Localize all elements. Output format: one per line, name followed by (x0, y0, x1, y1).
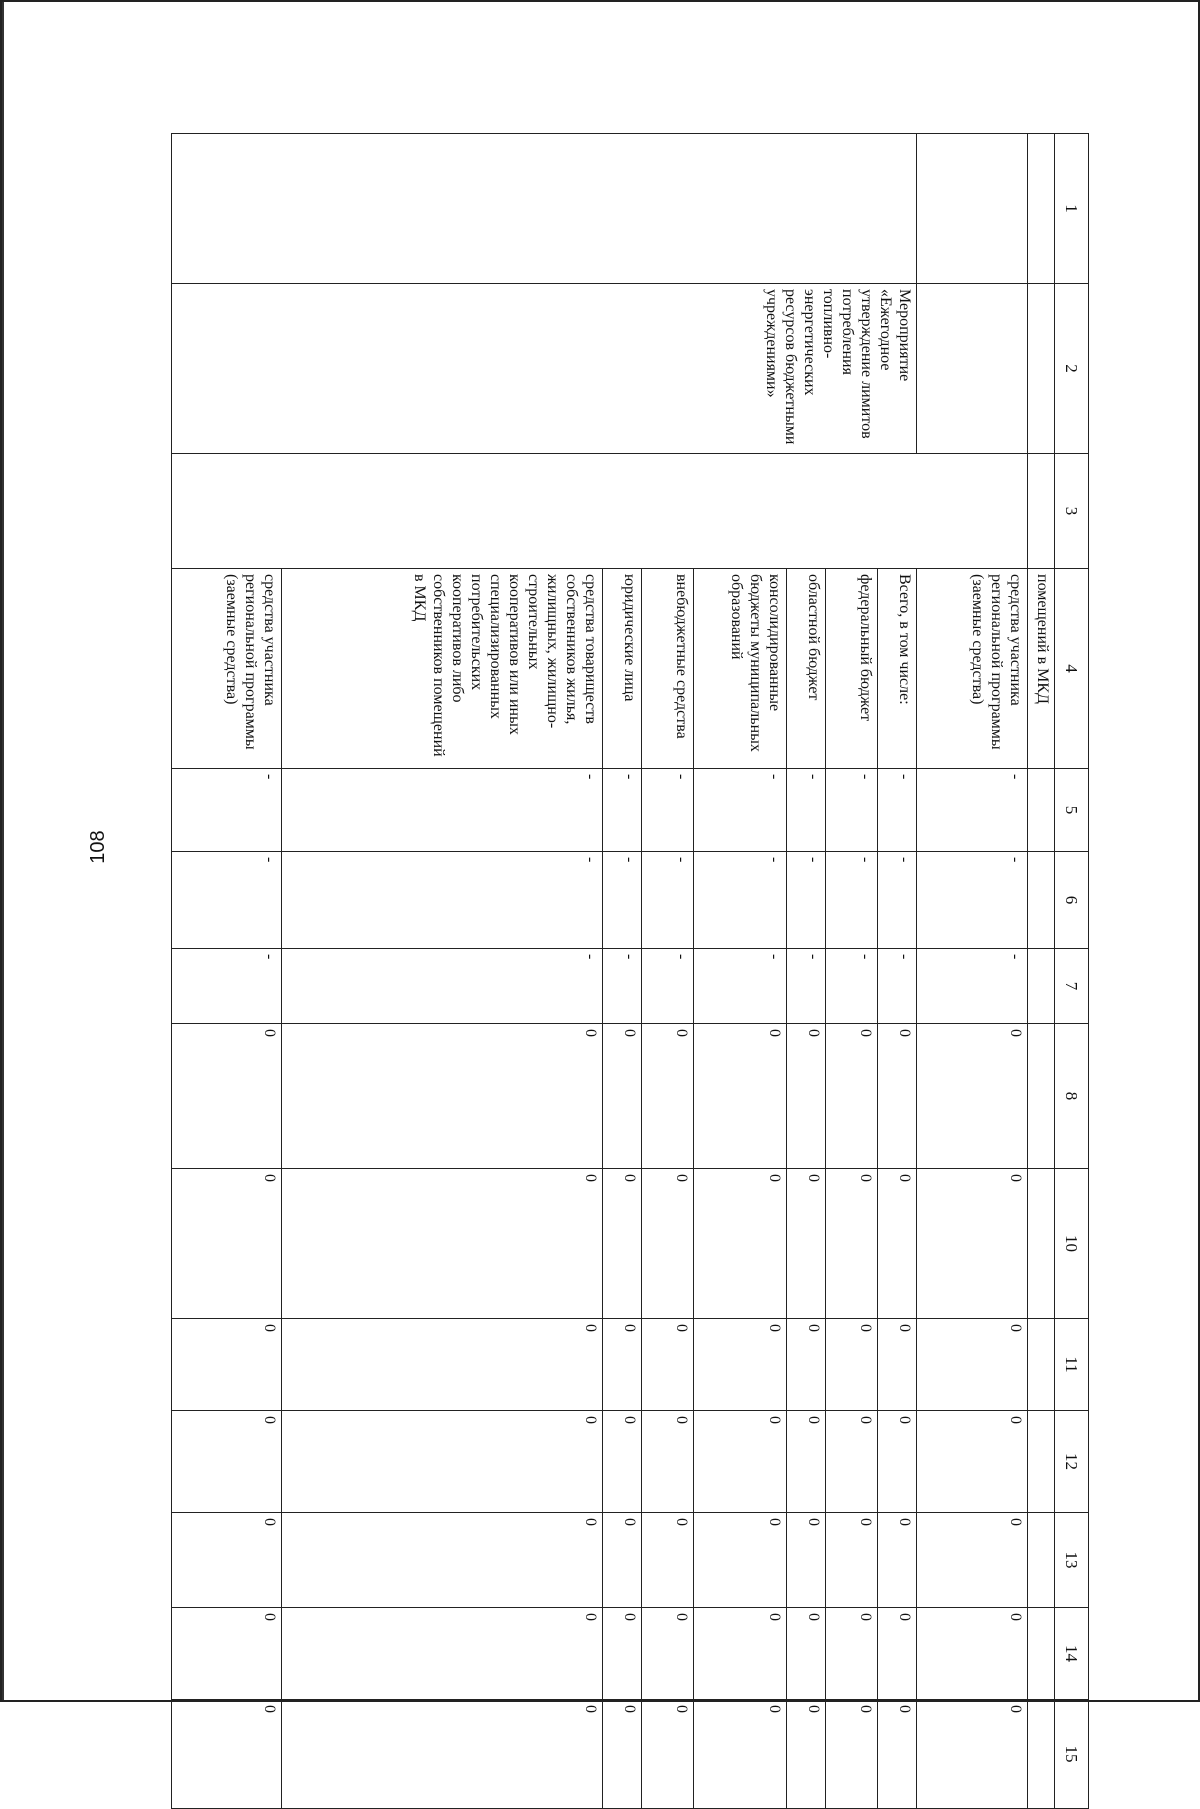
header-cell: 2 (1055, 284, 1089, 454)
value-cell: - (826, 852, 878, 949)
value-cell: - (642, 769, 694, 852)
value-cell: 0 (917, 1700, 1027, 1809)
cell-col2 (1027, 284, 1054, 454)
value-cell: - (282, 949, 603, 1024)
value-cell: 0 (282, 1513, 603, 1608)
value-cell: - (787, 949, 826, 1024)
value-cell: 0 (787, 1700, 826, 1809)
value-cell: - (826, 949, 878, 1024)
header-row (1055, 134, 1089, 1809)
value-cell: 0 (787, 1024, 826, 1169)
row-label: внебюджетные средства (642, 569, 694, 769)
value-cell: 0 (878, 1411, 917, 1513)
header-cell: 8 (1055, 1024, 1089, 1169)
row-label: Всего, в том числе: (878, 569, 917, 769)
value-cell: 0 (172, 1411, 282, 1513)
value-cell: 0 (172, 1024, 282, 1169)
value-cell: 0 (878, 1700, 917, 1809)
value-cell: 0 (826, 1700, 878, 1809)
cell-col3 (172, 454, 1028, 569)
value-cell: - (917, 769, 1027, 852)
header-cell: 11 (1055, 1319, 1089, 1411)
value-cell: - (693, 852, 786, 949)
value-cell: - (878, 769, 917, 852)
value-cell: - (826, 769, 878, 852)
value-cell: 0 (602, 1411, 641, 1513)
value-cell: 0 (282, 1024, 603, 1169)
value-cell: 0 (602, 1169, 641, 1319)
header-cell: 7 (1055, 949, 1089, 1024)
value-cell: 0 (787, 1319, 826, 1411)
value-cell: 0 (172, 1700, 282, 1809)
row-label: помещений в МКД (1027, 569, 1054, 769)
value-cell: - (172, 949, 282, 1024)
value-cell: 0 (787, 1608, 826, 1700)
table-row (1027, 134, 1054, 1809)
value-cell: 0 (642, 1700, 694, 1809)
value-cell: 0 (693, 1411, 786, 1513)
header-cell: 6 (1055, 852, 1089, 949)
value-cell: 0 (826, 1608, 878, 1700)
value-cell: 0 (878, 1024, 917, 1169)
value-cell: 0 (826, 1024, 878, 1169)
value-cell: 0 (693, 1608, 786, 1700)
value-cell: - (602, 852, 641, 949)
value-cell: 0 (602, 1700, 641, 1809)
value-cell: 0 (642, 1608, 694, 1700)
value-cell: 0 (917, 1608, 1027, 1700)
header-cell: 13 (1055, 1513, 1089, 1608)
cell-col1 (172, 134, 917, 284)
cell-col3 (1027, 454, 1054, 569)
value-cell: 0 (917, 1024, 1027, 1169)
header-cell: 3 (1055, 454, 1089, 569)
value-cell: - (602, 949, 641, 1024)
financing-table (171, 133, 1089, 1809)
table-row (878, 134, 917, 1809)
value-cell: 0 (642, 1319, 694, 1411)
value-cell: 0 (917, 1319, 1027, 1411)
value-cell: 0 (602, 1513, 641, 1608)
row-label: юридические лица (602, 569, 641, 769)
row-label: областной бюджет (787, 569, 826, 769)
page-number: 108 (87, 830, 109, 864)
value-cell: 0 (172, 1169, 282, 1319)
header-cell: 14 (1055, 1608, 1089, 1700)
table-row (917, 134, 1027, 1809)
value-cell: 0 (282, 1411, 603, 1513)
value-cell: 0 (642, 1024, 694, 1169)
value-cell: - (602, 769, 641, 852)
value-cell: 0 (878, 1319, 917, 1411)
value-cell: 0 (693, 1169, 786, 1319)
value-cell: - (917, 949, 1027, 1024)
value-cell: 0 (693, 1700, 786, 1809)
value-cell: 0 (172, 1513, 282, 1608)
value-cell: 0 (878, 1513, 917, 1608)
measure-label: Мероприятие «Ежегодное утверждение лимитов потребления топливно-энергетических ресурсов бюджетными учреждениями» (172, 284, 917, 454)
value-cell: 0 (878, 1169, 917, 1319)
value-cell: 0 (642, 1169, 694, 1319)
cell-col1 (917, 134, 1027, 284)
rotated-table-container (171, 133, 1089, 1763)
value-cell: 0 (787, 1411, 826, 1513)
value-cell: 0 (642, 1513, 694, 1608)
value-cell: 0 (917, 1513, 1027, 1608)
value-cell: 0 (878, 1608, 917, 1700)
value-cell: 0 (602, 1024, 641, 1169)
value-cell: - (693, 769, 786, 852)
row-label: средства товариществ собственников жилья, жилищных, жилищно-строительных кооперативов или иных специализированных потребительских кооперативов либо собственников помещений в МКД (282, 569, 603, 769)
value-cell: - (787, 852, 826, 949)
value-cell: 0 (172, 1319, 282, 1411)
value-cell: 0 (787, 1169, 826, 1319)
value-cell: 0 (172, 1608, 282, 1700)
value-cell: 0 (282, 1700, 603, 1809)
value-cell: - (693, 949, 786, 1024)
value-cell: 0 (693, 1319, 786, 1411)
value-cell: 0 (826, 1411, 878, 1513)
row-label: консолидированные бюджеты муниципальных образований (693, 569, 786, 769)
row-label: средства участника региональной программы (заемные средства) (917, 569, 1027, 769)
value-cell: - (172, 769, 282, 852)
header-cell: 1 (1055, 134, 1089, 284)
value-cell: - (642, 949, 694, 1024)
value-cell: 0 (917, 1169, 1027, 1319)
value-cell: - (282, 769, 603, 852)
value-cell: 0 (693, 1513, 786, 1608)
cell-col1 (1027, 134, 1054, 284)
header-cell: 10 (1055, 1169, 1089, 1319)
header-cell: 15 (1055, 1700, 1089, 1809)
value-cell: 0 (826, 1513, 878, 1608)
value-cell: 0 (787, 1513, 826, 1608)
row-label: средства участника региональной программы (заемные средства) (172, 569, 282, 769)
value-cell: 0 (282, 1608, 603, 1700)
header-cell: 4 (1055, 569, 1089, 769)
value-cell: - (878, 852, 917, 949)
row-label: федеральный бюджет (826, 569, 878, 769)
value-cell: 0 (826, 1319, 878, 1411)
header-cell: 12 (1055, 1411, 1089, 1513)
value-cell: 0 (826, 1169, 878, 1319)
value-cell: - (642, 852, 694, 949)
value-cell: - (878, 949, 917, 1024)
value-cell: - (787, 769, 826, 852)
value-cell: - (172, 852, 282, 949)
value-cell: 0 (917, 1411, 1027, 1513)
value-cell: - (282, 852, 603, 949)
header-cell: 5 (1055, 769, 1089, 852)
value-cell: - (917, 852, 1027, 949)
value-cell: 0 (282, 1169, 603, 1319)
cell-col2 (917, 284, 1027, 454)
value-cell: 0 (602, 1608, 641, 1700)
value-cell: 0 (642, 1411, 694, 1513)
value-cell: 0 (693, 1024, 786, 1169)
value-cell: 0 (282, 1319, 603, 1411)
value-cell: 0 (602, 1319, 641, 1411)
